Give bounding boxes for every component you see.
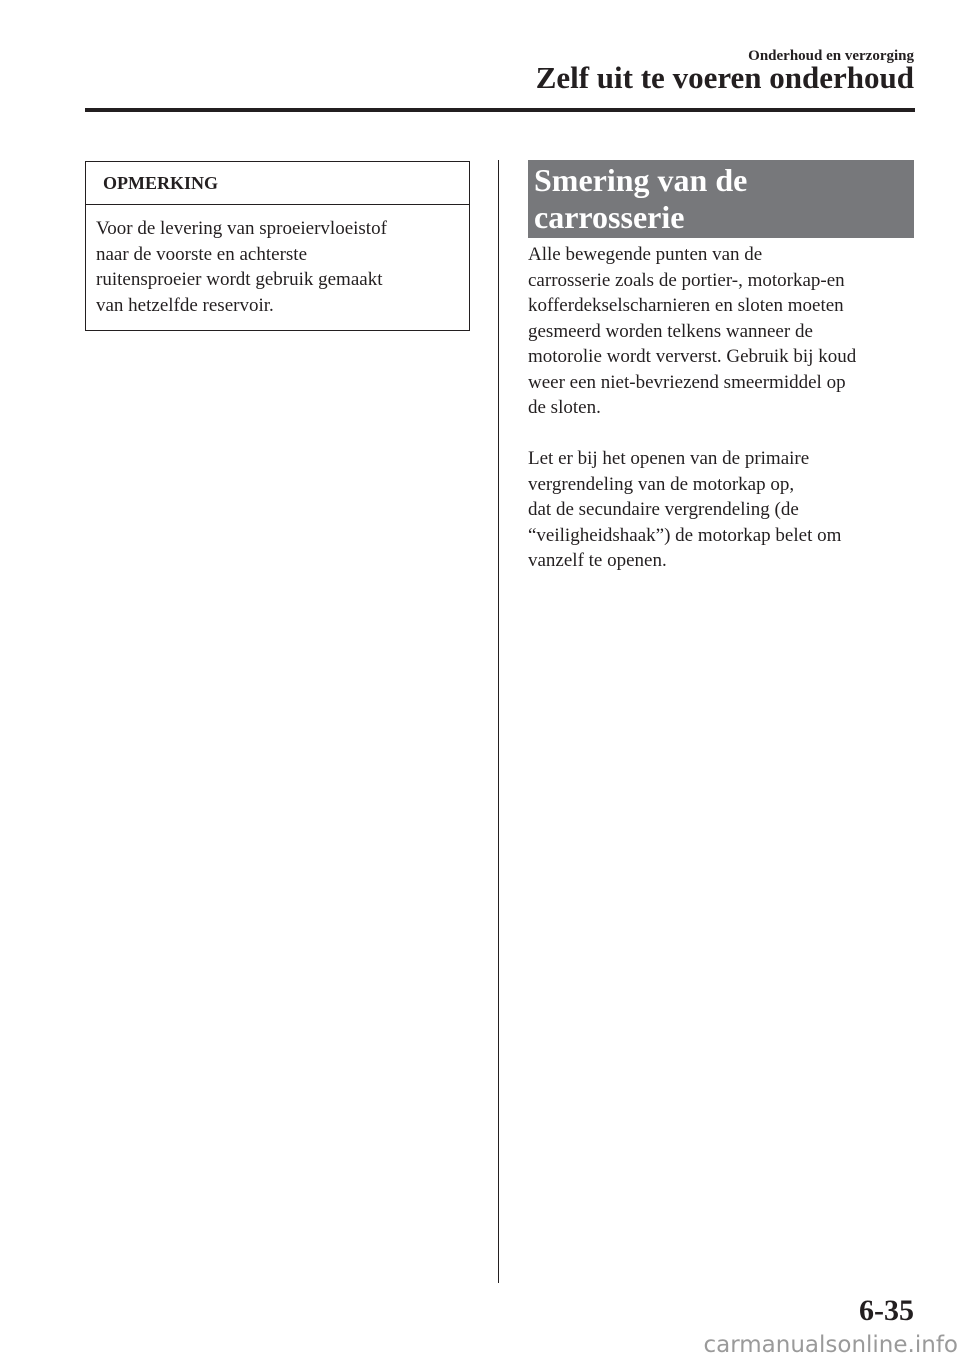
note-box: [85, 161, 470, 331]
body-paragraph: Let er bij het openen van de primaire vergrendeling van de motorkap op, dat de secundaire vergrendeling (de “veiligheidshaak”) de motorkap belet om vanzelf te openen.: [528, 448, 842, 571]
note-divider: [86, 204, 469, 205]
header-section-title: Onderhoud en verzorging: [748, 48, 914, 64]
page-number: 6-35: [859, 1294, 914, 1327]
note-text: Voor de levering van sproeiervloeistof naar de voorste en achterste ruitensproeier wordt gebruik gemaakt van hetzelfde reservoir.: [96, 218, 387, 316]
column-divider: [498, 160, 499, 1283]
section-heading: Smering van de carrosserie: [528, 160, 914, 238]
body-paragraph: Alle bewegende punten van de carrosserie zoals de portier-, motorkap-en kofferdekselscharnieren en sloten moeten gesmeerd worden telkens wanneer de motorolie wordt ververst. Gebruik bij koud weer een niet-bevriezend smeermiddel op de sloten.: [528, 244, 857, 418]
note-title: OPMERKING: [103, 173, 218, 193]
page-title: Zelf uit te voeren onderhoud: [535, 60, 914, 95]
watermark: carmanualsonline.info: [703, 1332, 958, 1358]
header-divider: [85, 108, 915, 112]
